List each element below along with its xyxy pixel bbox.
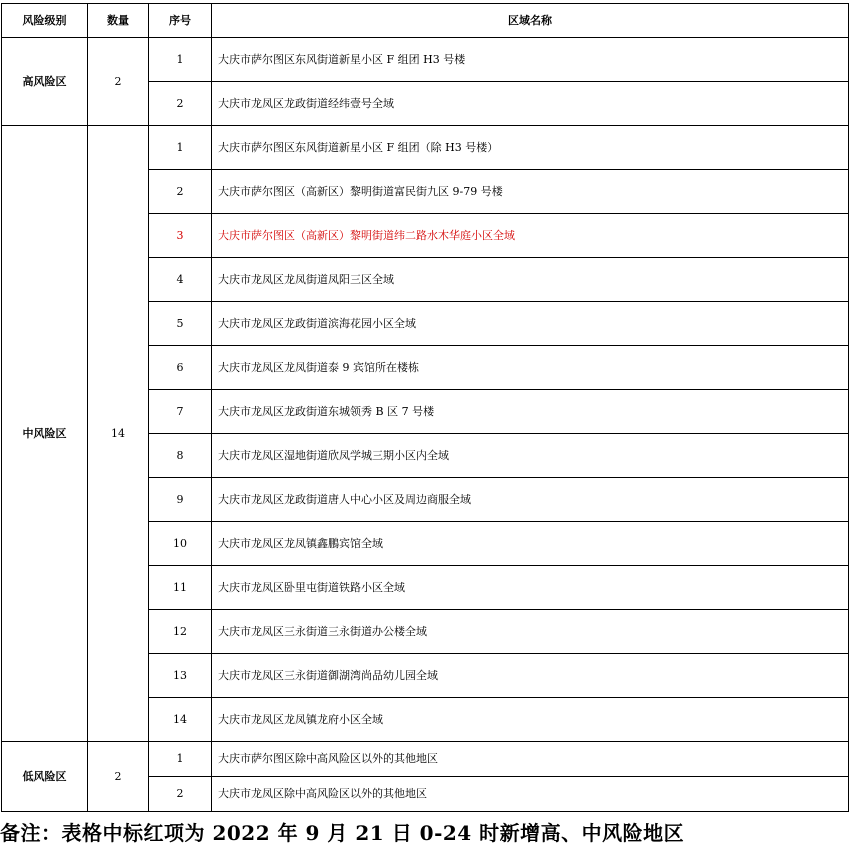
- seq-cell: 9: [149, 478, 212, 522]
- area-name-cell: 大庆市龙凤区三永街道御湖湾尚品幼儿园全域: [212, 654, 849, 698]
- table-row: [2, 742, 849, 777]
- header-count: 数量: [88, 4, 149, 38]
- area-name-cell: 大庆市龙凤区龙政街道滨海花园小区全域: [212, 302, 849, 346]
- seq-cell: 4: [149, 258, 212, 302]
- seq-cell: 2: [149, 82, 212, 126]
- area-name-cell: 大庆市龙凤区龙凤街道泰 9 宾馆所在楼栋: [212, 346, 849, 390]
- seq-cell: 11: [149, 566, 212, 610]
- header-seq: 序号: [149, 4, 212, 38]
- seq-cell: 1: [149, 126, 212, 170]
- mid-risk-level-cell: 中风险区: [2, 126, 88, 742]
- seq-cell: 7: [149, 390, 212, 434]
- area-name-cell: 大庆市龙凤区湿地街道欣凤学城三期小区内全域: [212, 434, 849, 478]
- seq-cell: 5: [149, 302, 212, 346]
- high-risk-count-cell: [88, 38, 149, 126]
- area-name-cell: 大庆市萨尔图区东风街道新星小区 F 组团 H3 号楼: [212, 38, 849, 82]
- area-name-cell: 大庆市萨尔图区（高新区）黎明街道富民街九区 9-79 号楼: [212, 170, 849, 214]
- seq-cell: 6: [149, 346, 212, 390]
- mid-risk-count-cell: 14: [88, 126, 149, 742]
- area-name-cell: 大庆市龙凤区龙政街道经纬壹号全域: [212, 82, 849, 126]
- area-name-cell: 大庆市龙凤区龙政街道唐人中心小区及周边商服全域: [212, 478, 849, 522]
- area-name-cell: 大庆市龙凤区龙凤镇龙府小区全域: [212, 698, 849, 742]
- area-name-cell-highlighted: 大庆市萨尔图区（高新区）黎明街道纬二路水木华庭小区全域: [212, 214, 849, 258]
- area-name-cell: 大庆市萨尔图区东风街道新星小区 F 组团（除 H3 号楼）: [212, 126, 849, 170]
- seq-cell: 10: [149, 522, 212, 566]
- area-name-cell: 大庆市龙凤区龙政街道东城领秀 B 区 7 号楼: [212, 390, 849, 434]
- area-name-cell: 大庆市龙凤区除中高风险区以外的其他地区: [212, 777, 849, 812]
- low-risk-level-cell: 低风险区: [2, 742, 88, 812]
- seq-cell: 2: [149, 170, 212, 214]
- footnote: 备注：表格中标红项为 2022 年 9 月 21 日 0-24 时新增高、中风险地区: [0, 821, 685, 845]
- risk-area-table: [1, 3, 849, 812]
- seq-cell: 1: [149, 742, 212, 777]
- table-row: [2, 126, 849, 170]
- area-name-cell: 大庆市龙凤区卧里屯街道铁路小区全域: [212, 566, 849, 610]
- table-row: [2, 38, 849, 82]
- low-risk-count-cell: 2: [88, 742, 149, 812]
- header-risk-level: 风险级别: [2, 4, 88, 38]
- seq-cell: 8: [149, 434, 212, 478]
- header-area-name: 区域名称: [212, 4, 849, 38]
- seq-cell: 13: [149, 654, 212, 698]
- area-name-cell: 大庆市萨尔图区除中高风险区以外的其他地区: [212, 742, 849, 777]
- area-name-cell: 大庆市龙凤区龙凤街道凤阳三区全域: [212, 258, 849, 302]
- seq-cell: 14: [149, 698, 212, 742]
- area-name-cell: 大庆市龙凤区三永街道三永街道办公楼全域: [212, 610, 849, 654]
- seq-cell: 12: [149, 610, 212, 654]
- high-risk-count: 2: [114, 74, 122, 88]
- area-name-cell: 大庆市龙凤区龙凤镇鑫鵬宾馆全域: [212, 522, 849, 566]
- high-risk-level-cell: 高风险区: [2, 38, 88, 126]
- table-header-row: [2, 4, 849, 38]
- seq-cell: 1: [149, 38, 212, 82]
- seq-cell-highlighted: 3: [149, 214, 212, 258]
- seq-cell: 2: [149, 777, 212, 812]
